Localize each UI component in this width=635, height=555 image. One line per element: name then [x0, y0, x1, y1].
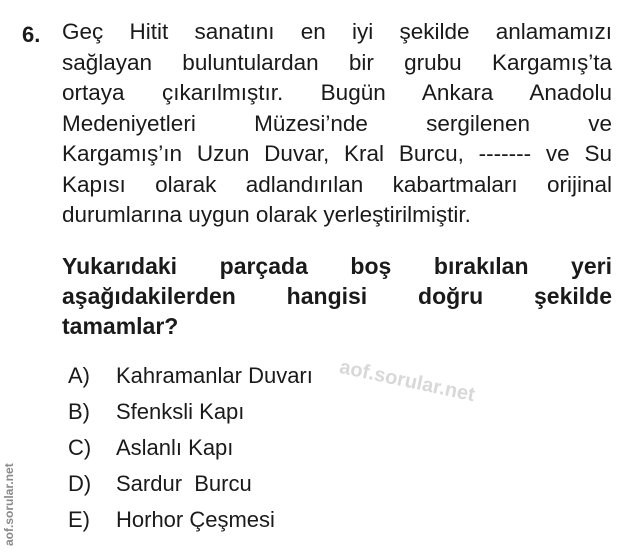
- question-stem: [62, 17, 612, 231]
- answer-options: [68, 358, 313, 538]
- prompt-line: Yukarıdaki parçada boş bırakılan yeri: [62, 253, 612, 279]
- question-number: 6.: [22, 22, 41, 47]
- option-a[interactable]: [68, 358, 313, 394]
- prompt-line: tamamlar?: [62, 313, 179, 339]
- stem-line: ortaya çıkarılmıştır. Bugün Ankara Anadolu: [62, 80, 612, 105]
- stem-line: Kargamış’ın Uzun Duvar, Kral Burcu, ------- ve Su: [62, 141, 612, 166]
- stem-line: Geç Hitit sanatını en iyi şekilde anlamamızı: [62, 19, 612, 44]
- option-letter: D): [68, 471, 92, 496]
- option-text: Horhor Çeşmesi: [116, 507, 275, 532]
- stem-line: Kapısı olarak adlandırılan kabartmaları orijinal: [62, 171, 612, 197]
- option-c[interactable]: [68, 430, 313, 466]
- option-text: Aslanlı Kapı: [116, 435, 234, 460]
- option-letter: E): [68, 507, 90, 532]
- stem-line: sağlayan buluntulardan bir grubu Kargamış’ta: [62, 49, 612, 75]
- option-e[interactable]: [68, 502, 313, 538]
- option-letter: C): [68, 435, 92, 460]
- stem-line: Medeniyetleri Müzesi’nde sergilenen ve: [62, 110, 612, 136]
- option-letter: B): [68, 399, 90, 424]
- option-text: Sardur Burcu: [116, 471, 252, 496]
- option-text: Kahramanlar Duvarı: [116, 363, 313, 388]
- prompt-line: aşağıdakilerden hangisi doğru şekilde: [62, 283, 612, 309]
- option-b[interactable]: [68, 394, 313, 430]
- side-watermark: aof.sorular.net: [2, 463, 16, 546]
- option-text: Sfenksli Kapı: [116, 399, 245, 424]
- option-d[interactable]: [68, 466, 313, 502]
- option-letter: A): [68, 363, 90, 388]
- question-prompt: [62, 251, 612, 341]
- stem-line: durumlarına uygun olarak yerleştirilmiştir.: [62, 202, 471, 227]
- watermark: aof.sorular.net: [337, 356, 477, 407]
